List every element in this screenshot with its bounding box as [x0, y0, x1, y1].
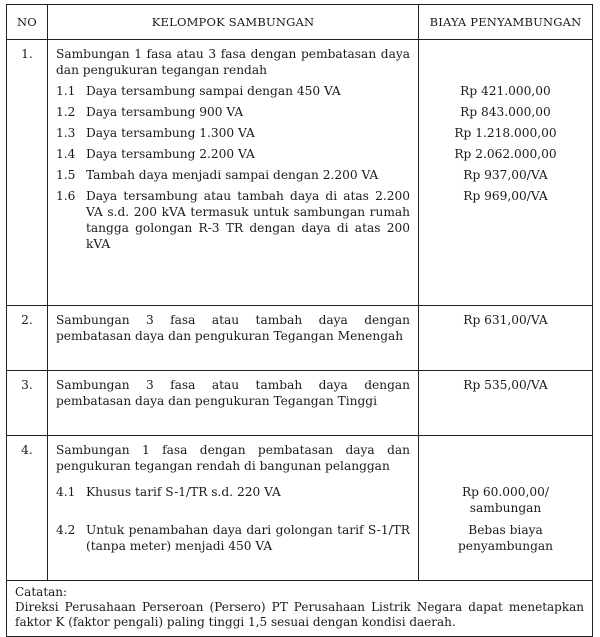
sub-item [56, 125, 410, 141]
fee-value: Rp 60.000,00/ [462, 485, 549, 499]
sub-item-text: Untuk penambahan daya dari golongan tarif S-1/TR (tanpa meter) menjadi 450 VA [86, 523, 410, 553]
sub-item [56, 167, 410, 183]
fee-value: Rp 535,00/VA [463, 378, 548, 392]
sub-item-text: Daya tersambung sampai dengan 450 VA [86, 84, 341, 98]
fee-value: Rp 937,00/VA [463, 168, 548, 182]
row-number: 1. [7, 40, 48, 306]
sub-item [56, 83, 410, 99]
header-fee: BIAYA PENYAMBUNGAN [419, 5, 593, 40]
sub-item-number: 1.2 [56, 105, 76, 119]
row-fees [419, 436, 593, 581]
sub-item-text: Tambah daya menjadi sampai dengan 2.200 VA [86, 168, 379, 182]
row-fees [419, 40, 593, 306]
note-row [7, 581, 593, 637]
row-main-text: Sambungan 1 fasa atau 3 fasa dengan pembatasan daya dan pengukuran tegangan rendah [56, 47, 410, 77]
row-number: 2. [7, 306, 48, 371]
sub-item-number: 4.2 [56, 523, 76, 537]
row-fees [419, 306, 593, 371]
row-description [48, 371, 419, 436]
note-label: Catatan: [15, 585, 68, 599]
row-description [48, 306, 419, 371]
sub-item [56, 484, 410, 500]
sub-item-number: 1.5 [56, 168, 76, 182]
sub-item-number: 1.1 [56, 84, 76, 98]
header-group: KELOMPOK SAMBUNGAN [48, 5, 419, 40]
table-row [7, 306, 593, 371]
fee-value: Rp 2.062.000,00 [454, 147, 557, 161]
row-number: 3. [7, 371, 48, 436]
sub-item-text: Daya tersambung 2.200 VA [86, 147, 255, 161]
sub-item [56, 104, 410, 120]
sub-item-text: Daya tersambung atau tambah daya di atas 2.200 VA s.d. 200 kVA termasuk untuk sambungan rumah tangga golongan R-3 TR dengan daya di atas 200 kVA [86, 189, 410, 251]
sub-item-number: 1.4 [56, 147, 76, 161]
row-main-text: Sambungan 3 fasa atau tambah daya dengan pembatasan daya dan pengukuran Tegangan Tinggi [56, 378, 410, 408]
fee-value: Rp 631,00/VA [463, 313, 548, 327]
note-cell [7, 581, 593, 637]
row-main-text: Sambungan 3 fasa atau tambah daya dengan pembatasan daya dan pengukuran Tegangan Menengah [56, 313, 410, 343]
fee-table [6, 4, 593, 637]
sub-item-text: Daya tersambung 900 VA [86, 105, 244, 119]
header-no: NO [7, 5, 48, 40]
sub-item-number: 4.1 [56, 485, 76, 499]
sub-item-number: 1.6 [56, 189, 76, 203]
row-description [48, 40, 419, 306]
table-row [7, 40, 593, 306]
fee-value-unit: sambungan [469, 501, 542, 515]
row-description [48, 436, 419, 581]
sub-item [56, 522, 410, 554]
note-text: Direksi Perusahaan Perseroan (Persero) PT Perusahaan Listrik Negara dapat menetapkan faktor K (faktor pengali) paling tinggi 1,5 sesuai dengan kondisi daerah. [15, 600, 584, 629]
fee-value: Rp 969,00/VA [463, 189, 548, 203]
sub-item-number: 1.3 [56, 126, 76, 140]
fee-value: Bebas biaya [468, 523, 543, 537]
sub-item-text: Daya tersambung 1.300 VA [86, 126, 255, 140]
sub-item [56, 188, 410, 252]
row-main-text: Sambungan 1 fasa dengan pembatasan daya dan pengukuran tegangan rendah di bangunan pelanggan [56, 443, 410, 473]
fee-value: Rp 1.218.000,00 [454, 126, 557, 140]
table-row [7, 436, 593, 581]
fee-value: Rp 421.000,00 [460, 84, 551, 98]
row-number: 4. [7, 436, 48, 581]
table-header-row [7, 5, 593, 40]
fee-value: Rp 843.000,00 [460, 105, 551, 119]
sub-item [56, 146, 410, 162]
table-row [7, 371, 593, 436]
fee-value-unit: penyambungan [458, 539, 553, 553]
sub-item-text: Khusus tarif S-1/TR s.d. 220 VA [86, 485, 281, 499]
row-fees [419, 371, 593, 436]
